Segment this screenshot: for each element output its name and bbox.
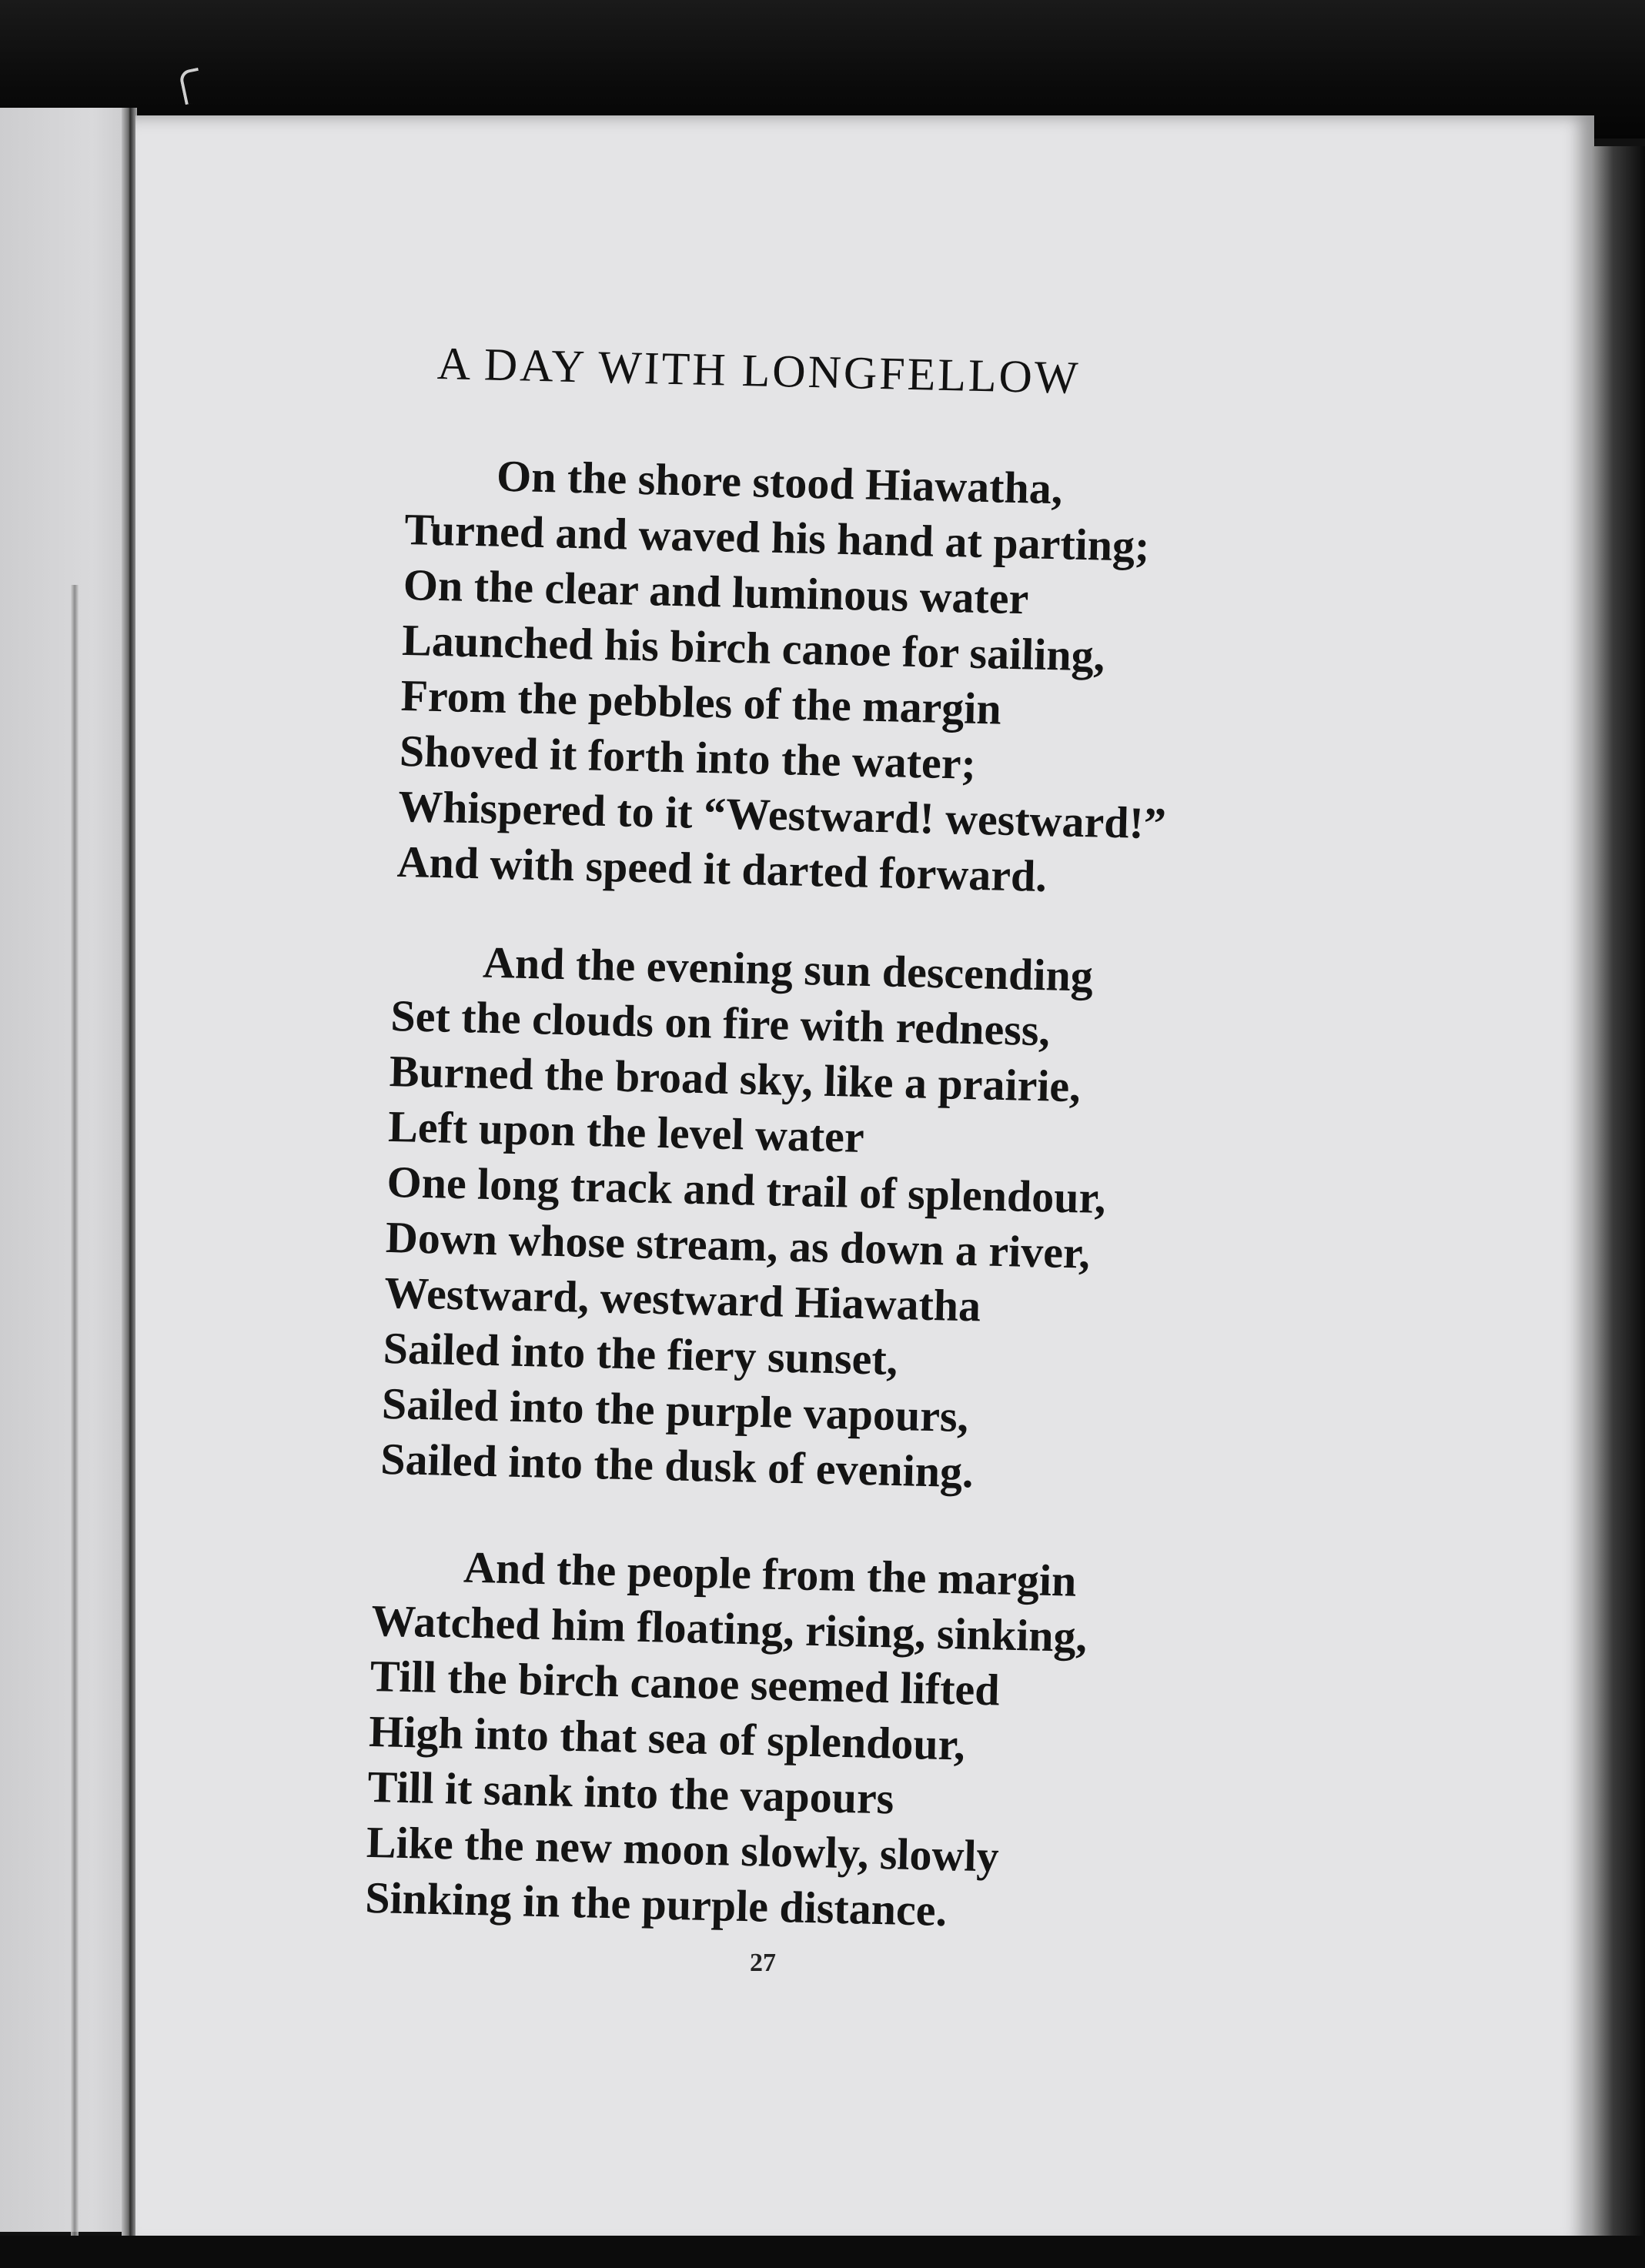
poem-line: From the pebbles of the margin xyxy=(400,670,1002,734)
poem-line: Sailed into the dusk of evening. xyxy=(379,1433,975,1498)
poem-line: Whispered to it “Westward! westward!” xyxy=(397,780,1167,849)
poem-line: Down whose stream, as down a river, xyxy=(385,1211,1091,1278)
scan-border-right xyxy=(1592,146,1645,2268)
stanza-2 xyxy=(380,933,1112,1503)
stanza-3 xyxy=(365,1538,1089,1942)
facing-page-edge xyxy=(0,108,132,2232)
poem-line: Watched him floating, rising, sinking, xyxy=(370,1595,1088,1662)
poem-line: Till it sank into the vapours xyxy=(366,1761,895,1824)
poem-line: Westward, westward Hiawatha xyxy=(383,1267,981,1331)
poem-line: Set the clouds on fire with redness, xyxy=(390,990,1051,1056)
poem-line: Left upon the level water xyxy=(387,1101,865,1162)
poem-line: And with speed it darted forward. xyxy=(396,836,1048,902)
poem-line: On the shore stood Hiawatha, xyxy=(496,450,1063,514)
page-number: 27 xyxy=(750,1949,776,1977)
scan-border-bottom xyxy=(0,2236,1645,2268)
stanza-1 xyxy=(396,446,1175,907)
poem-line: Like the new moon slowly, slowly xyxy=(366,1816,1000,1882)
poem-line: One long track and trail of splendour, xyxy=(386,1156,1107,1224)
poem-line: Launched his birch canoe for sailing, xyxy=(401,614,1105,681)
poem-line: On the clear and luminous water xyxy=(403,559,1030,624)
poem-line: Sailed into the purple vapours, xyxy=(381,1378,969,1442)
poem-line: Shoved it forth into the water; xyxy=(399,725,977,789)
poem-line: And the evening sun descending xyxy=(482,937,1094,1001)
poem-line: Burned the broad sky, like a prairie, xyxy=(389,1045,1082,1112)
page-title: A DAY WITH LONGFELLOW xyxy=(436,338,1082,403)
facing-page-line xyxy=(71,585,79,2263)
poem-line: And the people from the margin xyxy=(463,1542,1078,1606)
poem-line: Turned and waved his hand at parting; xyxy=(403,503,1151,571)
poem-line: High into that sea of splendour, xyxy=(368,1705,966,1770)
poem-line: Till the birch canoe seemed lifted xyxy=(369,1650,1001,1715)
poem-line: Sailed into the fiery sunset, xyxy=(383,1322,898,1385)
book-gutter xyxy=(122,108,137,2240)
poem-line: Sinking in the purple distance. xyxy=(364,1872,948,1936)
